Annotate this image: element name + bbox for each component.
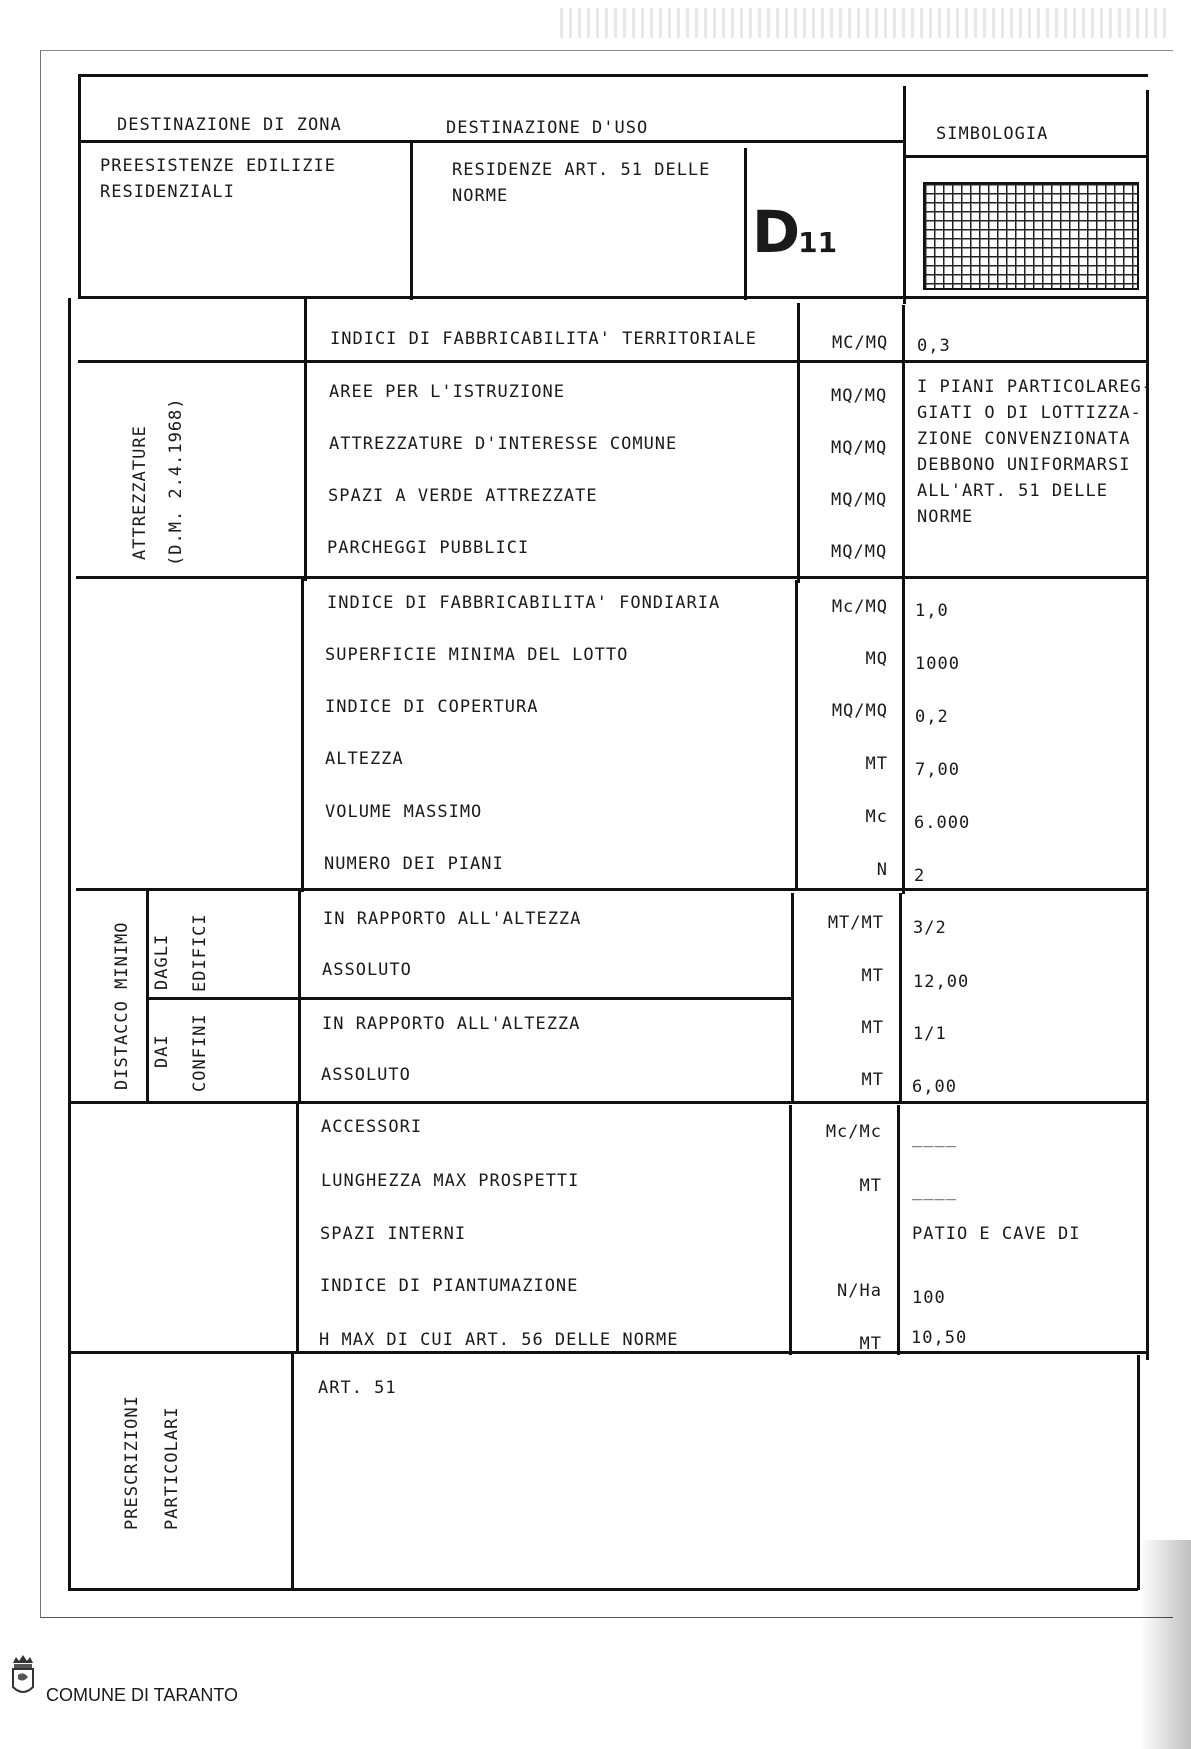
fondiaria-row-value: 1000 <box>915 654 960 674</box>
scan-shadow <box>1140 1540 1191 1749</box>
zone-code-number: 11 <box>798 226 838 259</box>
attrezzature-side-label: ATTREZZATURE <box>130 425 150 560</box>
header-bottom-line <box>78 296 1148 299</box>
attrezzature-row-label: AREE PER L'ISTRUZIONE <box>329 382 565 402</box>
altri-row-value: 100 <box>912 1288 946 1308</box>
distacco-edifici-line1: DAGLI <box>152 933 172 990</box>
distacco-subcolumn-line <box>146 890 149 1102</box>
zone-code <box>752 198 837 266</box>
attrezzature-row-label: SPAZI A VERDE ATTREZZATE <box>328 486 598 506</box>
altri-row-label: INDICE DI PIANTUMAZIONE <box>320 1276 579 1296</box>
fondiaria-row-unit: Mc/MQ <box>831 597 888 617</box>
territoriale-unit: MC/MQ <box>832 333 889 353</box>
destinazione-zona-label: DESTINAZIONE DI ZONA <box>117 115 342 135</box>
attrezzature-row-label: PARCHEGGI PUBBLICI <box>327 538 530 558</box>
distacco-confini-row-unit: MT <box>861 1070 884 1090</box>
fondiaria-row-value: 6.000 <box>914 813 971 833</box>
attrezzature-note-line: I PIANI PARTICOLAREG- <box>917 377 1153 397</box>
fondiaria-row-label: INDICE DI COPERTURA <box>325 697 539 717</box>
grid-hatch-pattern-icon <box>923 182 1139 290</box>
distacco-confini-row-label: ASSOLUTO <box>321 1065 411 1085</box>
fondiaria-row-value: 0,2 <box>915 707 949 727</box>
attrezzature-row-unit: MQ/MQ <box>831 386 888 406</box>
distacco-bottom-line <box>70 1101 1148 1104</box>
altri-row-value: ____ <box>912 1128 957 1148</box>
fondiaria-row-value: 2 <box>914 866 926 886</box>
altri-row-unit: MT <box>859 1176 882 1196</box>
unit-column-line-2 <box>795 580 798 890</box>
table-border-top <box>78 74 1148 77</box>
fondiaria-row-unit: Mc <box>865 807 888 827</box>
attrezzature-note-line: GIATI O DI LOTTIZZA- <box>917 403 1142 423</box>
altri-row-unit: Mc/Mc <box>825 1122 882 1142</box>
attrezzature-row-unit: MQ/MQ <box>831 542 888 562</box>
distacco-confini-row-value: 1/1 <box>913 1024 947 1044</box>
label-column-line-2 <box>301 578 304 892</box>
attrezzature-note-line: DEBBONO UNIFORMARSI <box>917 455 1131 475</box>
distacco-edifici-row-value: 3/2 <box>913 918 947 938</box>
prescrizioni-side-label: PRESCRIZIONI <box>122 1395 142 1530</box>
distacco-edifici-row-unit: MT <box>861 966 884 986</box>
attrezzature-side-decree: (D.M. 2.4.1968) <box>166 397 186 566</box>
territoriale-label: INDICI DI FABBRICABILITA' TERRITORIALE <box>330 329 757 349</box>
altri-row-unit: N/Ha <box>837 1281 882 1301</box>
attrezzature-note-line: NORME <box>917 507 974 527</box>
distacco-confini-row-value: 6,00 <box>912 1077 957 1097</box>
distacco-middle-line <box>146 997 793 1000</box>
value-column-line-3 <box>899 893 902 1103</box>
uso-value-line2: NORME <box>452 186 509 206</box>
distacco-edifici-row-label: ASSOLUTO <box>322 960 412 980</box>
footer-organization: COMUNE DI TARANTO <box>46 1685 239 1705</box>
header-vertical-symbol <box>903 86 906 304</box>
uso-value-line1: RESIDENZE ART. 51 DELLE <box>452 160 711 180</box>
header-divider-right <box>904 155 1148 158</box>
fondiaria-row-unit: MQ/MQ <box>831 701 888 721</box>
scan-noise <box>560 8 1170 38</box>
zona-value-line2: RESIDENZIALI <box>100 182 235 202</box>
distacco-edifici-line2: EDIFICI <box>190 913 210 992</box>
table-border-right <box>1146 90 1149 1360</box>
distacco-edifici-row-value: 12,00 <box>913 972 970 992</box>
table-border-bottom-left <box>68 1588 294 1591</box>
territoriale-bottom-line <box>78 360 1148 363</box>
fondiaria-row-unit: MQ <box>865 649 888 669</box>
distacco-side-label: DISTACCO MINIMO <box>112 921 132 1090</box>
prescrizioni-value: ART. 51 <box>318 1378 397 1398</box>
altri-row-value: 10,50 <box>911 1328 968 1348</box>
attrezzature-row-label: ATTREZZATURE D'INTERESSE COMUNE <box>329 434 678 454</box>
fondiaria-row-value: 1,0 <box>915 601 949 621</box>
table-border-left-lower <box>68 298 71 1590</box>
fondiaria-row-unit: MT <box>865 754 888 774</box>
territoriale-value: 0,3 <box>917 336 951 356</box>
altri-row-value: PATIO E CAVE DI <box>912 1224 1081 1244</box>
simbologia-label: SIMBOLOGIA <box>936 124 1049 144</box>
value-column-line-4 <box>897 1105 900 1355</box>
attrezzature-note-line: ZIONE CONVENZIONATA <box>917 429 1131 449</box>
distacco-edifici-row-label: IN RAPPORTO ALL'ALTEZZA <box>323 909 582 929</box>
zona-value-line1: PREESISTENZE EDILIZIE <box>100 156 336 176</box>
label-column-line-1 <box>304 298 307 581</box>
attrezzature-bottom-line <box>76 576 1148 579</box>
value-column-line-1 <box>902 305 905 583</box>
fondiaria-bottom-line <box>76 888 1148 891</box>
attrezzature-row-unit: MQ/MQ <box>831 438 888 458</box>
header-vertical-code <box>744 148 747 300</box>
distacco-edifici-row-unit: MT/MT <box>827 913 884 933</box>
distacco-confini-line2: CONFINI <box>190 1013 210 1092</box>
fondiaria-row-label: INDICE DI FABBRICABILITA' FONDIARIA <box>327 593 721 613</box>
fondiaria-row-label: ALTEZZA <box>325 749 404 769</box>
label-column-line-4 <box>296 1103 299 1353</box>
altri-row-value: ____ <box>912 1181 957 1201</box>
destinazione-uso-label: DESTINAZIONE D'USO <box>446 118 649 138</box>
fondiaria-row-label: NUMERO DEI PIANI <box>324 854 504 874</box>
distacco-confini-row-label: IN RAPPORTO ALL'ALTEZZA <box>322 1014 581 1034</box>
attrezzature-note-line: ALL'ART. 51 DELLE <box>917 481 1108 501</box>
fondiaria-row-unit: N <box>876 860 888 880</box>
altri-row-unit: MT <box>859 1334 882 1354</box>
prescrizioni-column-line <box>291 1353 294 1590</box>
distacco-confini-line1: DAI <box>152 1034 172 1068</box>
attrezzature-row-unit: MQ/MQ <box>831 490 888 510</box>
altri-row-label: LUNGHEZZA MAX PROSPETTI <box>321 1171 580 1191</box>
unit-column-line-1 <box>797 303 800 583</box>
fondiaria-row-value: 7,00 <box>915 760 960 780</box>
header-divider <box>78 140 904 143</box>
altri-row-label: SPAZI INTERNI <box>320 1224 467 1244</box>
zone-code-letter: D <box>752 198 799 266</box>
table-border-bottom <box>292 1588 1138 1591</box>
value-column-line-2 <box>902 580 905 894</box>
distacco-confini-row-unit: MT <box>861 1018 884 1038</box>
fondiaria-row-label: VOLUME MASSIMO <box>325 802 483 822</box>
fondiaria-row-label: SUPERFICIE MINIMA DEL LOTTO <box>325 645 629 665</box>
altri-row-label: H MAX DI CUI ART. 56 DELLE NORME <box>319 1330 679 1350</box>
prescrizioni-side-label-2: PARTICOLARI <box>162 1406 182 1530</box>
city-coat-of-arms-icon <box>10 1653 36 1703</box>
header-vertical-uso <box>410 143 413 300</box>
table-border-left-upper <box>78 74 81 298</box>
altri-row-label: ACCESSORI <box>321 1117 423 1137</box>
